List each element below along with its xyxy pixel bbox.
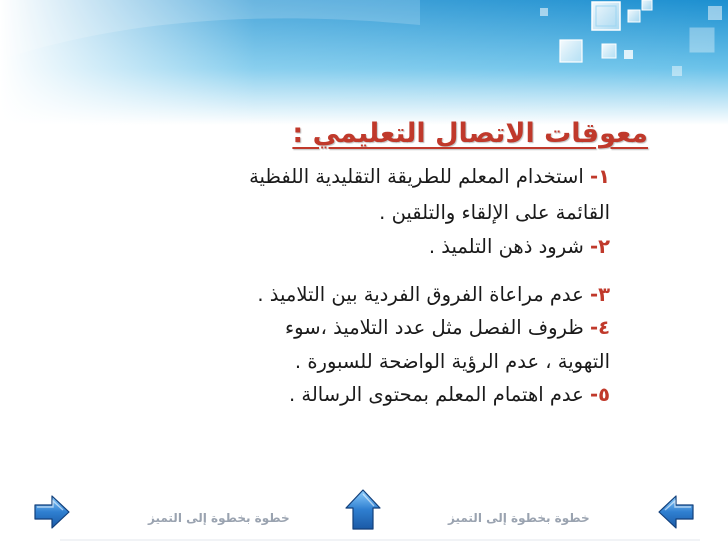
list-item: [257, 279, 610, 311]
item-number: ٢-: [590, 235, 610, 258]
footer-motto-left: خطوة بخطوة إلى التميز: [148, 511, 290, 525]
arrow-right-icon: [32, 492, 72, 532]
item-text: التهوية ، عدم الرؤية الواضحة للسبورة .: [294, 350, 610, 373]
home-icon: [343, 488, 383, 532]
home-button[interactable]: [343, 488, 383, 532]
item-text: القائمة على الإلقاء والتلقين .: [379, 201, 610, 224]
item-number: ٣-: [590, 283, 610, 306]
list-item: [249, 161, 610, 193]
list-item: [379, 197, 610, 229]
list-item: [285, 312, 610, 344]
item-text: استخدام المعلم للطريقة التقليدية اللفظية: [249, 165, 584, 188]
footer-motto-center: خطوة بخطوة إلى التميز: [448, 511, 590, 525]
item-text: ظروف الفصل مثل عدد التلاميذ ،سوء: [285, 316, 584, 339]
next-button[interactable]: [32, 492, 72, 532]
list-item: [295, 346, 610, 378]
list-item: [429, 231, 610, 263]
slide-title: معوقات الاتصال التعليمي :: [292, 118, 648, 149]
arrow-left-icon: [656, 492, 696, 532]
item-number: ٥-: [590, 383, 610, 406]
item-number: ٤-: [590, 316, 610, 339]
item-text: عدم مراعاة الفروق الفردية بين التلاميذ .: [257, 283, 584, 306]
item-text: عدم اهتمام المعلم بمحتوى الرسالة .: [289, 383, 584, 406]
item-text: شرود ذهن التلميذ .: [428, 235, 584, 258]
list-item: [289, 379, 610, 411]
item-number: ١-: [590, 165, 610, 188]
previous-button[interactable]: [656, 492, 696, 532]
